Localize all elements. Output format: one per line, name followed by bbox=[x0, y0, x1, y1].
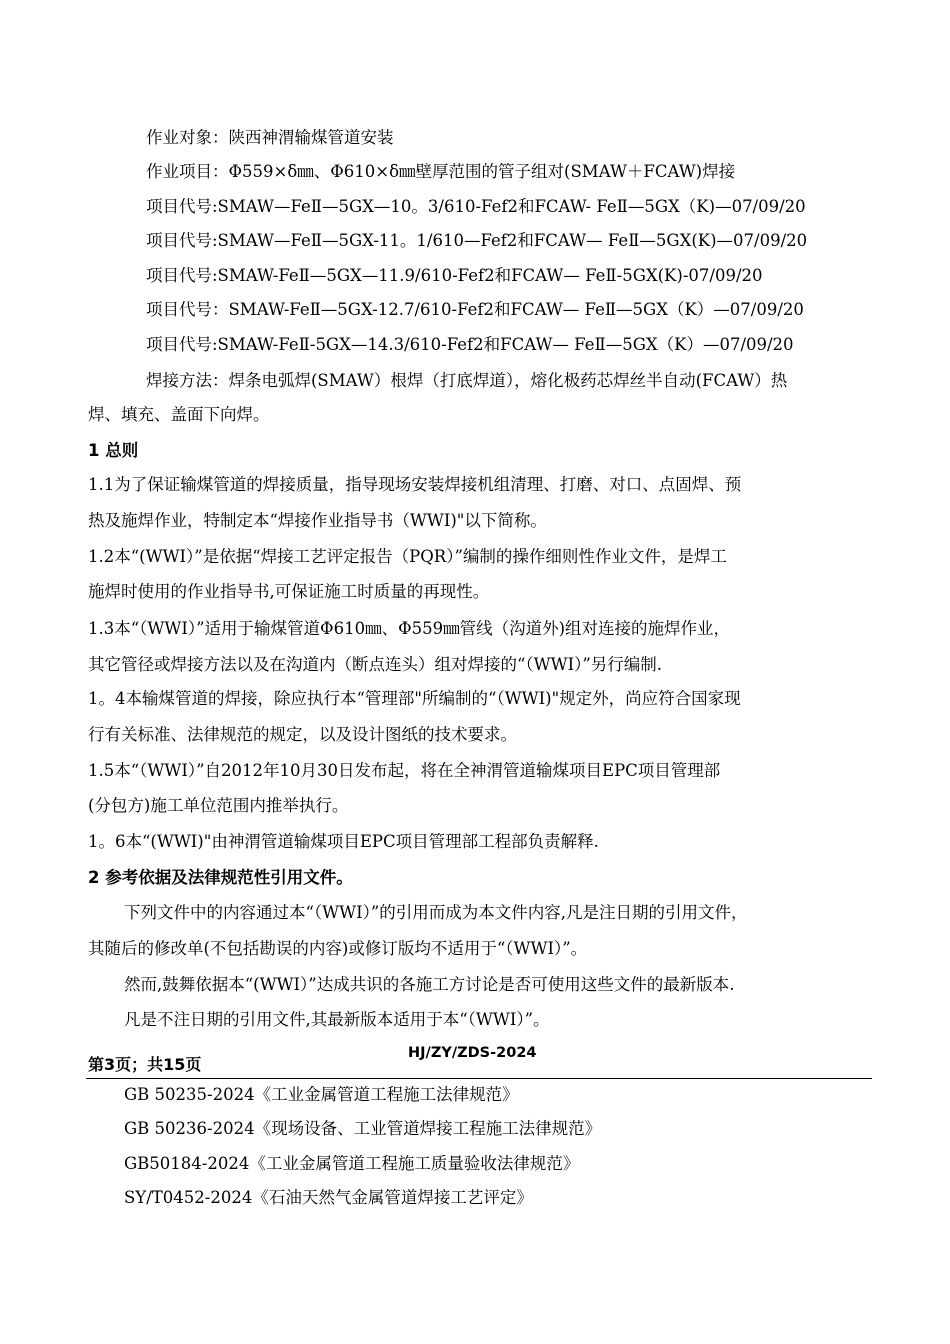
paragraph-1-5-cont: (分包方)施工单位范围内推举执行。 bbox=[88, 796, 349, 815]
work-project: 作业项目：Φ559×δ㎜、Φ610×δ㎜壁厚范围的管子组对(SMAW＋FCAW)焊接 bbox=[146, 162, 736, 181]
project-code: 项目代号:SMAW-FeⅡ-5GX—14.3/610-Fef2和FCAW— FeⅡ—5GX（K）—07/09/20 bbox=[146, 335, 794, 354]
reference-item: GB50184-2024《工业金属管道工程施工质量验收法律规范》 bbox=[124, 1154, 580, 1173]
paragraph-1-2: 1.2本“(WWI）”是依据“焊接工艺评定报告（PQR）”编制的操作细则性作业文件，是焊工 bbox=[88, 547, 727, 566]
paragraph-2-2: 然而,鼓舞依据本“(WWI）”达成共识的各施工方讨论是否可使用这些文件的最新版本. bbox=[124, 975, 735, 994]
paragraph-1-3-cont: 其它管径或焊接方法以及在沟道内（断点连头）组对焊接的“（WWI）”另行编制. bbox=[88, 655, 663, 674]
paragraph-1-3: 1.3本“（WWI）”适用于输煤管道Φ610㎜、Φ559㎜管线（沟道外)组对连接的施焊作业， bbox=[88, 619, 731, 638]
paragraph-2-1: 下列文件中的内容通过本“（WWI）”的引用而成为本文件内容,凡是注日期的引用文件， bbox=[124, 903, 748, 922]
paragraph-2-3: 凡是不注日期的引用文件,其最新版本适用于本“（WWI）”。 bbox=[124, 1010, 550, 1029]
page-number: 第3页；共15页 bbox=[88, 1055, 202, 1074]
paragraph-1-6: 1。6本“(WWI)"由神渭管道输煤项目EPC项目管理部工程部负责解释. bbox=[88, 832, 599, 851]
reference-item: GB 50235-2024《工业金属管道工程施工法律规范》 bbox=[124, 1085, 519, 1104]
paragraph-1-1-cont: 热及施焊作业，特制定本“焊接作业指导书（WWI)"以下简称。 bbox=[88, 511, 547, 530]
reference-item: GB 50236-2024《现场设备、工业管道焊接工程施工法律规范》 bbox=[124, 1119, 602, 1138]
paragraph-1-1: 1.1为了保证输煤管道的焊接质量，指导现场安装焊接机组清理、打磨、对口、点固焊、预 bbox=[88, 475, 742, 494]
project-code: 项目代号:SMAW—FeⅡ—5GX—10。3/610-Fef2和FCAW- FeⅡ—5GX（K)—07/09/20 bbox=[146, 197, 806, 216]
project-code: 项目代号:SMAW—FeⅡ—5GX-11。1/610—Fef2和FCAW— FeⅡ—5GX(K)—07/09/20 bbox=[146, 231, 808, 250]
section-heading-general: 1 总则 bbox=[88, 441, 139, 460]
paragraph-1-4: 1。4本输煤管道的焊接，除应执行本“管理部"所编制的“（WWI)"规定外，尚应符合国家现 bbox=[88, 689, 741, 708]
document-code: HJ/ZY/ZDS-2024 bbox=[408, 1045, 537, 1061]
welding-method: 焊接方法：焊条电弧焊(SMAW）根焊（打底焊道），熔化极药芯焊丝半自动(FCAW）热 bbox=[146, 371, 788, 390]
paragraph-1-2-cont: 施焊时使用的作业指导书,可保证施工时质量的再现性。 bbox=[88, 582, 490, 601]
welding-method-cont: 焊、填充、盖面下向焊。 bbox=[88, 405, 270, 424]
footer-divider bbox=[86, 1078, 872, 1079]
paragraph-1-4-cont: 行有关标准、法律规范的规定，以及设计图纸的技术要求。 bbox=[88, 725, 517, 744]
section-heading-references: 2 参考依据及法律规范性引用文件。 bbox=[88, 868, 353, 887]
work-object: 作业对象：陕西神渭输煤管道安装 bbox=[146, 128, 394, 147]
project-code: 项目代号:SMAW-FeⅡ—5GX—11.9/610-Fef2和FCAW— FeⅡ-5GX(K)-07/09/20 bbox=[146, 266, 763, 285]
reference-item: SY/T0452-2024《石油天然气金属管道焊接工艺评定》 bbox=[124, 1188, 533, 1207]
paragraph-1-5: 1.5本“（WWI）”自2012年10月30日发布起，将在全神渭管道输煤项目EPC项目管理部 bbox=[88, 761, 721, 780]
paragraph-2-1-cont: 其随后的修改单(不包括勘误的内容)或修订版均不适用于“（WWI）”。 bbox=[88, 939, 588, 958]
project-code: 项目代号：SMAW-FeⅡ—5GX-12.7/610-Fef2和FCAW— FeⅡ—5GX（K）—07/09/20 bbox=[146, 300, 804, 319]
